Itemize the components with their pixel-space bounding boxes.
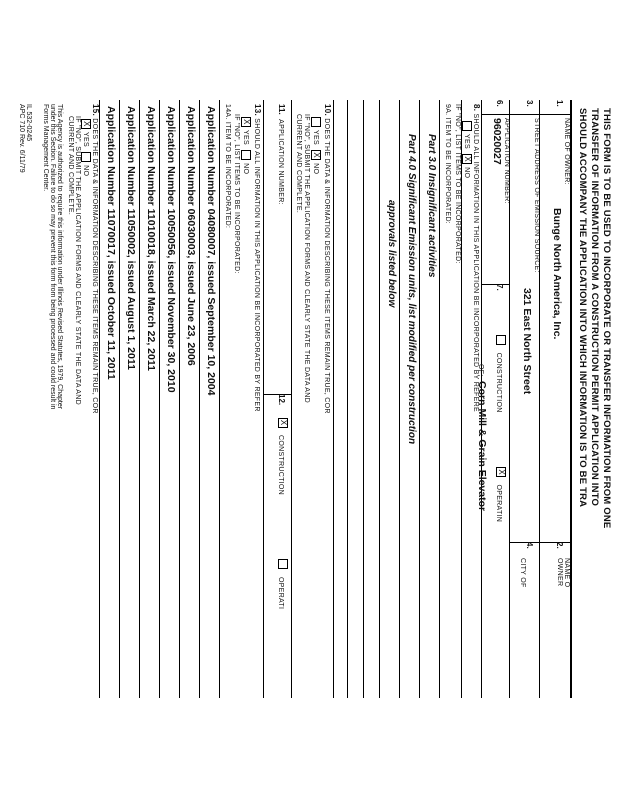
field-9-hint: IF "NO", LIST ITEMS TO BE INCORPORATED: [454,104,461,264]
app-row [199,100,220,698]
application-number-1[interactable]: 96020027 [491,118,503,165]
row-address [509,100,540,698]
item-row-empty [347,100,364,698]
f10-no-checkbox[interactable]: X [311,150,321,160]
field-2-num: 2. [555,542,564,549]
field-7-num: 7. [495,284,504,291]
row-application-1 [476,100,510,698]
app-item-1[interactable]: Application Number 04080007, issued September 10, 2004 [205,106,217,396]
field-10-hint-2: CURRENT AND COMPLETE. [295,114,302,214]
permit-form [0,100,618,700]
field-3-label: STREET ADDRESS OF EMISSION SOURCE: [533,118,540,273]
construction-checkbox-1[interactable] [496,335,506,345]
field-7-operating: OPERATIN [495,484,502,523]
app-row [179,100,200,698]
footer-text-3: Forms Management Center. [42,104,49,192]
item-row [399,100,420,698]
field-11-label: APPLICATION NUMBER: [277,119,284,205]
field-6-num: 6. [495,100,504,107]
footer-text-2: under this Section. Failure to do so may prevent this form from being processed and could result in [49,104,56,410]
row-data-true-1 [291,100,334,698]
f15-no-checkbox[interactable] [81,152,91,162]
f13-no-label: NO [242,163,250,175]
field-10-hint-1: IF "NO", SUBMIT THE APPLICATION FORMS AND CLEARLY STATE THE DATA AND [303,114,310,403]
f13-yes-label: YES [242,130,250,145]
field-13-label: SHOULD ALL INFORMATION IN THIS APPLICATION BE INCORPORATED BY REFER [253,118,260,412]
app-row [99,100,120,698]
field-7-construction: CONSTRUCTION [495,352,502,413]
field-2-label: NAME O [563,558,570,588]
footer-text-1: This Agency is authorized to require this information under Illinois Revised Statutes, 1979, Chapter [56,104,63,410]
app-item-5[interactable]: Application Number 11050002, issued August 1, 2011 [125,106,137,370]
f10-no-label: NO [312,163,320,175]
f15-no-label: NO [82,165,90,177]
field-15-hint-1: IF "NO", SUBMIT THE APPLICATION FORMS AND CLEARLY STATE THE DATA AND [74,116,81,405]
item-1[interactable]: Part 3.0 Insignificant activities [426,134,437,278]
header-line-3: SHOULD ACCOMPANY THE APPLICATION INTO WHICH INFORMATION IS TO BE TRA [577,108,588,508]
field-4-num: 4. [525,542,534,549]
item-row-empty [363,100,380,698]
item-2[interactable]: Part 4.0 Significant Emission units, list modified per construction [406,134,417,445]
app-item-3[interactable]: Application Number 10050056, issued November 30, 2010 [165,106,177,393]
field-7-of: OF: [477,364,484,377]
operating-checkbox-2[interactable] [278,559,288,569]
f10-yes-checkbox[interactable] [311,117,321,127]
item-row-empty [333,100,348,698]
field-4-label: CITY OF [519,558,526,588]
street-address[interactable]: 321 East North Street [521,288,533,395]
field-10-num: 10. [323,104,332,117]
app-row [139,100,160,698]
f15-yes-label: YES [82,132,90,147]
item-row [419,100,440,698]
header-line-1: THIS FORM IS TO BE USED TO INCORPORATE OR TRANSFER INFORMATION FROM ONE [601,108,612,529]
field-9-label: ITEM TO BE INCORPORATED: [444,117,451,225]
app-row [119,100,140,698]
field-10-label: DOES THE DATA & INFORMATION DESCRIBING THESE ITEMS REMAIN TRUE, COR [323,118,330,414]
row-incorporate-1 [461,100,482,698]
field-9-num: 9A. [444,104,451,116]
field-8-label: SHOULD ALL INFORMATION IN THIS APPLICATION BE INCORPORATED BY REFERE [472,113,479,412]
source-description[interactable]: Corn Mill & Grain Elevator [476,381,488,512]
field-1-num: 1. [555,100,564,107]
field-14-hint: IF "NO", LIST ITEMS TO BE INCORPORATED: [233,114,240,274]
form-bottom [18,104,100,694]
f8-no-checkbox[interactable]: X [462,154,472,164]
field-8-num: 8. [472,104,481,112]
field-14-num: 14A. [224,104,231,120]
form-grid [100,100,572,698]
f8-yes-checkbox[interactable] [462,121,472,131]
field-13-num: 13. [253,104,262,117]
field-15-label: DOES THE DATA & INFORMATION DESCRIBING THESE ITEMS REMAIN TRUE, COR [91,118,98,414]
field-2-sub: OWNER [556,558,563,587]
form-header [576,108,612,698]
row-owner [539,100,570,698]
f13-yes-checkbox[interactable]: X [241,117,251,127]
row-items-header-1 [439,100,462,698]
item-3[interactable]: approvals listed below [386,200,397,308]
row-application-2 [263,100,292,698]
app-item-6[interactable]: Application Number 11070017, issued October 11, 2011 [105,106,117,380]
field-12-operating: OPERATI [277,576,284,610]
field-3-num: 3. [525,100,534,107]
field-11-num: 11. [277,104,286,115]
row-incorporate-2 [219,100,264,698]
f13-no-checkbox[interactable] [241,150,251,160]
field-6-label: APPLICATION NUMBER: [503,118,510,204]
form-code: IL 532-0245 [25,104,32,142]
field-12-construction: CONSTRUCTION [277,435,284,496]
app-item-2[interactable]: Application Number 06030003, issued June 23, 2006 [185,106,197,366]
form-revision: APC 710 Rev. 6/11/79 [18,104,25,173]
owner-name[interactable]: Bunge North America, Inc. [551,208,563,340]
operating-checkbox-1[interactable]: X [496,467,506,477]
field-14-label: ITEM TO BE INCORPORATED: [224,121,231,229]
f8-no-label: NO [463,167,471,179]
construction-checkbox-2[interactable]: X [278,418,288,428]
app-row [159,100,180,698]
app-item-4[interactable]: Application Number 11010018, issued March 22, 2011 [145,106,157,371]
field-15-hint-2: CURRENT AND COMPLETE. [67,116,74,216]
field-15-num: 15. [91,104,100,117]
item-row [379,100,400,698]
header-line-2: TRANSFER OF INFORMATION FROM A CONSTRUCTION PERMIT APPLICATION INTO [589,108,600,507]
field-1-label: NAME OF OWNER: [563,118,570,185]
f8-yes-label: YES [463,134,471,149]
f10-yes-label: YES [312,130,320,145]
f15-yes-checkbox[interactable]: X [81,119,91,129]
field-12-num: 12. [277,394,286,406]
